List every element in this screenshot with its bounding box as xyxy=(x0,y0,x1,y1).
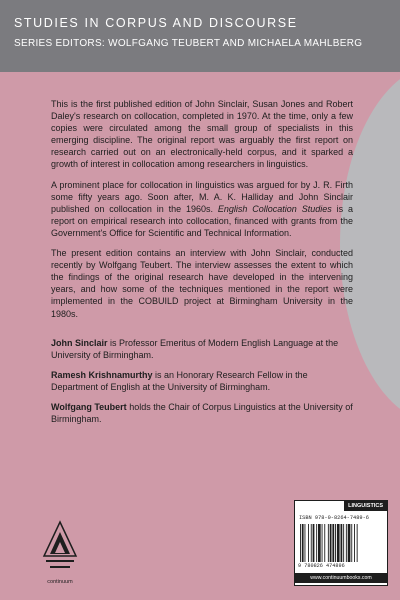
bio-text: is Professor Emeritus of Modern English Language at the University of Birmingham. xyxy=(51,337,339,360)
barcode-panel xyxy=(294,500,388,586)
barcode-bar xyxy=(348,524,351,562)
blurb-paragraph-2-text: A prominent place for collocation in linguistics was argued for by J. R. Firth some fifty years ago. Soon after, M. A. K. Halliday and John Sinclair published on collocation in the 1960s. xyxy=(51,179,353,214)
series-editors: SERIES EDITORS: WOLFGANG TEUBERT AND MICHAELA MAHLBERG xyxy=(14,38,363,49)
bio-name: Wolfgang Teubert xyxy=(51,401,127,412)
bio-name: Ramesh Krishnamurthy xyxy=(51,369,153,380)
barcode-bar xyxy=(311,524,312,562)
publisher-url: www.continuumbooks.com xyxy=(295,573,387,583)
barcode-bar xyxy=(316,524,317,562)
barcode-bar xyxy=(324,524,325,562)
barcode-bar xyxy=(343,524,344,562)
barcode-bar xyxy=(308,524,309,562)
barcode-bar xyxy=(337,524,340,562)
barcode-bar xyxy=(305,524,306,562)
isbn-text: ISBN 978-0-8264-7489-6 xyxy=(299,515,369,521)
blurb-paragraph-3: The present edition contains an interview with John Sinclair, conducted recently by Wolfgang Teubert. The interview assesses the extent to which the findings of the original research have developed in the intervening years, and how some of the techniques mentioned in the report were implemented in the COBUILD project at Birmingham University in the 1980s. xyxy=(51,248,353,319)
bio-name: John Sinclair xyxy=(51,337,108,348)
series-title: STUDIES IN CORPUS AND DISCOURSE xyxy=(14,16,298,30)
bio-sinclair xyxy=(51,337,353,361)
bio-text: holds the Chair of Corpus Linguistics at the University of Birmingham. xyxy=(51,401,353,425)
bio-text: is an Honorary Research Fellow in the Department of English at the University of Birmingham. xyxy=(51,369,308,392)
blurb-paragraph-2 xyxy=(51,179,353,239)
bio-krishnamurthy xyxy=(51,369,353,393)
barcode-bars xyxy=(299,524,383,562)
barcode-bar xyxy=(330,524,332,562)
barcode-bar xyxy=(332,524,334,562)
author-bios xyxy=(51,337,353,426)
bio-teubert xyxy=(51,401,353,425)
back-cover-blurb xyxy=(51,98,353,433)
barcode-bar xyxy=(328,524,329,562)
barcode-bar xyxy=(300,524,301,562)
barcode-bar xyxy=(322,524,323,562)
barcode-bar xyxy=(318,524,321,562)
book-title-italic: English Collocation Studies xyxy=(217,203,332,214)
barcode-bar xyxy=(351,524,352,562)
publisher-name: continuum xyxy=(47,579,73,585)
barcode-bar xyxy=(313,524,315,562)
barcode-number: 9 780826 474896 xyxy=(298,563,345,569)
barcode-bar xyxy=(341,524,343,562)
barcode-bar xyxy=(354,524,355,562)
barcode-bar xyxy=(335,524,336,562)
barcode-bar xyxy=(346,524,347,562)
barcode-bar xyxy=(357,524,358,562)
blurb-paragraph-2-text-end: is a report on empirical research into collocation, financed with grants from the Government's Office for Scientific and Technical Information. xyxy=(51,203,353,238)
barcode-bar xyxy=(302,524,304,562)
series-header-band xyxy=(0,0,400,72)
blurb-paragraph-1: This is the first published edition of John Sinclair, Susan Jones and Robert Daley's research on collocation, completed in 1970. At the time, only a few copies were circulated among the small group of specialists in this emerging discipline. The original report was arguably the first report on research carried out on an electronically-held corpus, and it sparked a growth of interest in collocation among researchers in linguistics. xyxy=(51,99,353,170)
subject-category-label: LINGUISTICS xyxy=(344,501,387,511)
continuum-triangle-logo-icon xyxy=(42,518,78,578)
